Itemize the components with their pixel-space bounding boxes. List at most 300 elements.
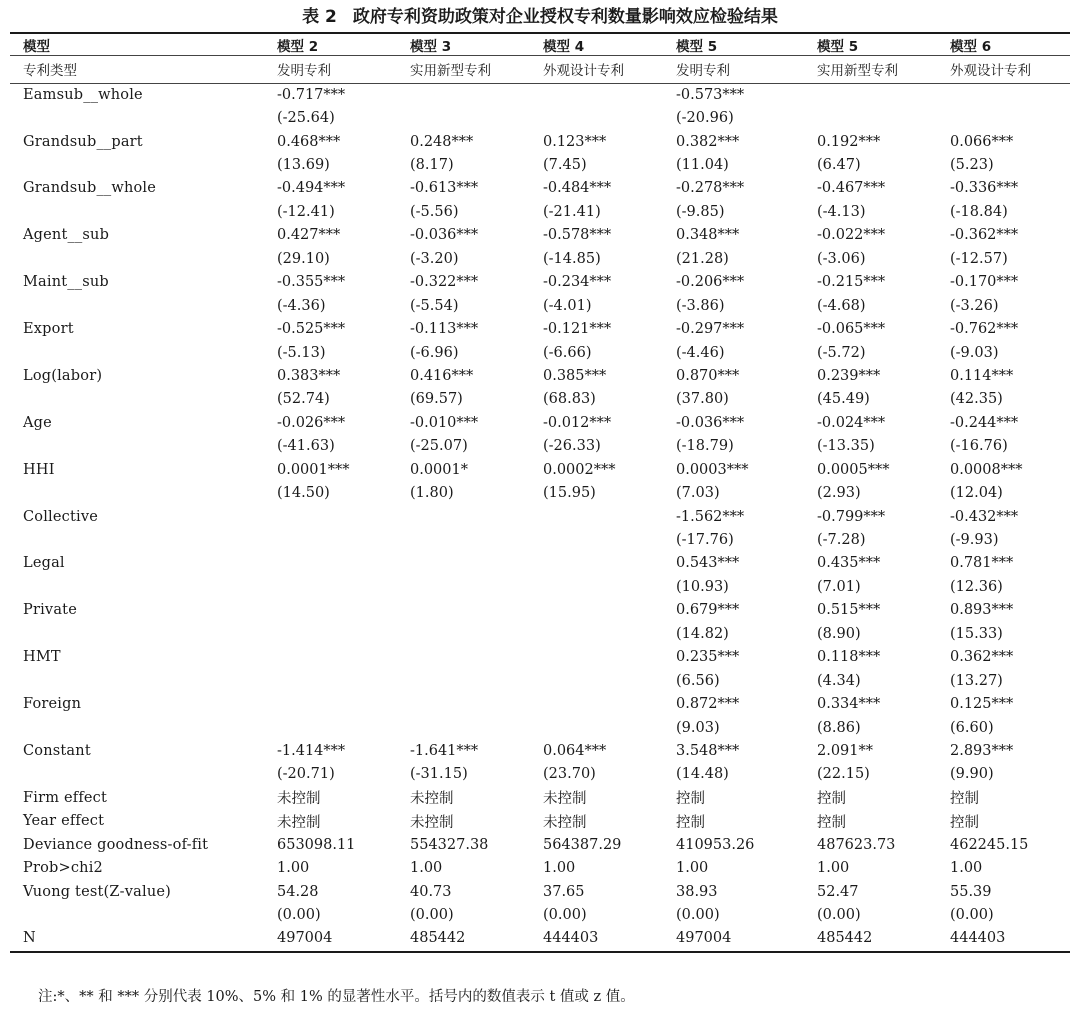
row-label xyxy=(10,903,264,926)
table-cell: (0.00) xyxy=(410,907,454,924)
table-cell: -0.762*** xyxy=(950,321,1019,338)
table-cell: (8.86) xyxy=(817,719,861,736)
table-row xyxy=(10,716,1070,739)
table-cell: (6.56) xyxy=(676,672,720,689)
table-cell: 控制 xyxy=(950,791,979,808)
table-cell: 37.65 xyxy=(543,883,585,900)
table-cell: 控制 xyxy=(676,791,705,808)
table-cell: 554327.38 xyxy=(410,836,489,853)
table-cell: 55.39 xyxy=(950,883,992,900)
row-label: HMT xyxy=(23,649,61,666)
table-cell xyxy=(530,575,663,598)
table-cell: 0.0002*** xyxy=(543,461,616,478)
table-cell: 未控制 xyxy=(543,814,587,831)
table-cell: 1.00 xyxy=(410,860,443,877)
table-cell: 2.893*** xyxy=(950,742,1014,759)
table-row xyxy=(10,177,1070,200)
table-cell: -0.717*** xyxy=(277,86,346,103)
model-header-label: 模型 xyxy=(23,38,50,55)
table-row xyxy=(10,763,1070,786)
table-cell: (0.00) xyxy=(950,907,994,924)
row-label: Export xyxy=(23,321,74,338)
model-header-cell: 模型 2 xyxy=(277,38,319,55)
table-cell: -0.432*** xyxy=(950,508,1019,525)
table-cell: (42.35) xyxy=(950,391,1003,408)
table-cell: (-5.56) xyxy=(410,203,459,220)
table-cell: 497004 xyxy=(277,930,333,947)
row-label: Prob>chi2 xyxy=(23,860,103,877)
table-cell: (29.10) xyxy=(277,250,330,267)
table-cell: -0.012*** xyxy=(543,414,612,431)
table-row xyxy=(10,505,1070,528)
table-cell: -1.414*** xyxy=(277,742,346,759)
table-row xyxy=(10,153,1070,176)
table-cell xyxy=(264,528,397,551)
table-row xyxy=(10,224,1070,247)
table-cell: (-6.66) xyxy=(543,344,592,361)
table-cell: (-14.85) xyxy=(543,250,601,267)
table-cell: 653098.11 xyxy=(277,836,356,853)
table-cell: 1.00 xyxy=(543,860,576,877)
table-cell: (-18.79) xyxy=(676,438,734,455)
table-cell: (12.04) xyxy=(950,485,1003,502)
table-cell: 0.348*** xyxy=(676,227,740,244)
table-cell: 38.93 xyxy=(676,883,718,900)
table-cell: 未控制 xyxy=(277,791,321,808)
table-cell: 0.383*** xyxy=(277,367,341,384)
table-cell: (11.04) xyxy=(676,157,729,174)
table-cell: (22.15) xyxy=(817,766,870,783)
table-cell: 462245.15 xyxy=(950,836,1029,853)
table-cell: (-3.26) xyxy=(950,297,999,314)
table-cell: -1.562*** xyxy=(676,508,745,525)
row-label xyxy=(10,247,264,270)
table-cell: (-3.20) xyxy=(410,250,459,267)
table-cell xyxy=(397,692,530,715)
row-label xyxy=(10,622,264,645)
table-cell: (-4.46) xyxy=(676,344,725,361)
table-cell xyxy=(530,552,663,575)
table-cell: (2.93) xyxy=(817,485,861,502)
table-row xyxy=(10,833,1070,856)
table-cell: (6.60) xyxy=(950,719,994,736)
table-cell: (-21.41) xyxy=(543,203,601,220)
table-cell xyxy=(804,106,937,129)
table-cell: 0.781*** xyxy=(950,555,1014,572)
table-cell: (-12.41) xyxy=(277,203,335,220)
patent-type-label: 专利类型 xyxy=(23,63,77,79)
row-label xyxy=(10,763,264,786)
table-cell: 0.064*** xyxy=(543,742,607,759)
table-cell: (7.01) xyxy=(817,578,861,595)
table-cell: 1.00 xyxy=(676,860,709,877)
table-cell: 444403 xyxy=(543,930,599,947)
table-cell: 0.0001* xyxy=(410,461,468,478)
table-cell: (-4.13) xyxy=(817,203,866,220)
model-header-cell: 模型 5 xyxy=(676,38,718,55)
table-cell: 487623.73 xyxy=(817,836,896,853)
table-cell: 444403 xyxy=(950,930,1006,947)
table-cell: (12.36) xyxy=(950,578,1003,595)
table-cell: (-25.64) xyxy=(277,110,335,127)
table-cell: -0.494*** xyxy=(277,180,346,197)
table-cell: -0.244*** xyxy=(950,414,1019,431)
table-cell: -0.484*** xyxy=(543,180,612,197)
table-cell: -0.525*** xyxy=(277,321,346,338)
table-cell xyxy=(397,552,530,575)
table-cell: 0.543*** xyxy=(676,555,740,572)
table-cell: 0.0003*** xyxy=(676,461,749,478)
row-label xyxy=(10,153,264,176)
table-cell: -0.036*** xyxy=(676,414,745,431)
table-cell: 控制 xyxy=(676,814,705,831)
table-cell: (68.83) xyxy=(543,391,596,408)
table-cell: -0.022*** xyxy=(817,227,886,244)
table-cell: 0.385*** xyxy=(543,367,607,384)
table-cell: -0.467*** xyxy=(817,180,886,197)
table-cell: (-31.15) xyxy=(410,766,468,783)
table-cell: 未控制 xyxy=(410,791,454,808)
table-cell: -0.322*** xyxy=(410,274,479,291)
table-cell: (-26.33) xyxy=(543,438,601,455)
row-label xyxy=(10,388,264,411)
row-label: Agent__sub xyxy=(23,227,110,244)
table-cell: -0.036*** xyxy=(410,227,479,244)
table-cell: (0.00) xyxy=(277,907,321,924)
table-cell: (-9.93) xyxy=(950,532,999,549)
table-row xyxy=(10,481,1070,504)
table-caption xyxy=(0,2,1080,27)
table-cell: -0.578*** xyxy=(543,227,612,244)
table-number: 表 2 xyxy=(302,7,337,27)
table-cell: (-20.71) xyxy=(277,766,335,783)
table-row xyxy=(10,880,1070,903)
table-cell: (8.17) xyxy=(410,157,454,174)
table-cell: 0.362*** xyxy=(950,649,1014,666)
table-cell: (-25.07) xyxy=(410,438,468,455)
table-title: 政府专利资助政策对企业授权专利数量影响效应检验结果 xyxy=(352,7,778,27)
table-note: 注:*、** 和 *** 分别代表 10%、5% 和 1% 的显著性水平。括号内的数值表示 t 值或 z 值。 xyxy=(38,989,635,1005)
table-cell: (0.00) xyxy=(676,907,720,924)
table-cell: -0.336*** xyxy=(950,180,1019,197)
row-label xyxy=(10,341,264,364)
model-header-cell: 模型 6 xyxy=(950,38,992,55)
table-cell: (-4.68) xyxy=(817,297,866,314)
table-cell: 0.416*** xyxy=(410,367,474,384)
table-cell xyxy=(530,646,663,669)
table-cell: -0.170*** xyxy=(950,274,1019,291)
table-row xyxy=(10,458,1070,481)
table-cell: (-18.84) xyxy=(950,203,1008,220)
table-cell: (21.28) xyxy=(676,250,729,267)
table-cell: (7.45) xyxy=(543,157,587,174)
table-row xyxy=(10,786,1070,809)
row-label xyxy=(10,294,264,317)
table-row xyxy=(10,528,1070,551)
table-row xyxy=(10,810,1070,833)
table-row xyxy=(10,903,1070,926)
table-cell: 485442 xyxy=(410,930,466,947)
table-cell: -0.613*** xyxy=(410,180,479,197)
table-cell: 1.00 xyxy=(277,860,310,877)
table-cell: -0.278*** xyxy=(676,180,745,197)
table-cell: 2.091** xyxy=(817,742,874,759)
table-cell xyxy=(530,692,663,715)
table-cell: (69.57) xyxy=(410,391,463,408)
table-cell: 0.123*** xyxy=(543,133,607,150)
table-cell xyxy=(530,716,663,739)
table-cell: (4.34) xyxy=(817,672,861,689)
table-cell: (1.80) xyxy=(410,485,454,502)
table-cell: (37.80) xyxy=(676,391,729,408)
row-label xyxy=(10,200,264,223)
model-header-row xyxy=(10,34,1070,55)
table-row xyxy=(10,669,1070,692)
table-cell: -0.113*** xyxy=(410,321,479,338)
model-header-cell: 模型 3 xyxy=(410,38,452,55)
table-row xyxy=(10,692,1070,715)
table-cell: 0.382*** xyxy=(676,133,740,150)
table-row xyxy=(10,83,1070,106)
table-cell: (8.90) xyxy=(817,625,861,642)
table-row xyxy=(10,200,1070,223)
results-table xyxy=(10,34,1070,950)
table-cell: 未控制 xyxy=(543,791,587,808)
patent-type-cell: 外观设计专利 xyxy=(543,63,624,79)
row-label: Collective xyxy=(23,508,99,525)
row-label: Vuong test(Z-value) xyxy=(23,883,171,900)
table-cell: (-41.63) xyxy=(277,438,335,455)
table-row xyxy=(10,106,1070,129)
table-cell xyxy=(530,622,663,645)
table-cell: 564387.29 xyxy=(543,836,622,853)
table-cell xyxy=(264,646,397,669)
table-row xyxy=(10,622,1070,645)
table-cell: 0.066*** xyxy=(950,133,1014,150)
table-cell xyxy=(264,622,397,645)
table-cell: (7.03) xyxy=(676,485,720,502)
row-label: Log(labor) xyxy=(23,367,103,384)
table-row xyxy=(10,341,1070,364)
table-body xyxy=(10,83,1070,950)
row-label: N xyxy=(23,930,36,947)
table-cell: 0.0008*** xyxy=(950,461,1023,478)
table-cell: 0.192*** xyxy=(817,133,881,150)
table-cell xyxy=(264,505,397,528)
model-header-cell: 模型 4 xyxy=(543,38,585,55)
table-cell: (-4.36) xyxy=(277,297,326,314)
table-row xyxy=(10,739,1070,762)
table-cell xyxy=(264,716,397,739)
table-cell: 未控制 xyxy=(277,814,321,831)
table-cell: 52.47 xyxy=(817,883,859,900)
table-row xyxy=(10,294,1070,317)
table-cell xyxy=(397,599,530,622)
table-cell xyxy=(530,83,663,106)
table-cell: 1.00 xyxy=(950,860,983,877)
row-label xyxy=(10,435,264,458)
table-cell: 0.0001*** xyxy=(277,461,350,478)
table-row xyxy=(10,435,1070,458)
table-cell: (-9.85) xyxy=(676,203,725,220)
table-cell xyxy=(397,575,530,598)
patent-type-cell: 实用新型专利 xyxy=(817,63,898,79)
table-cell xyxy=(397,106,530,129)
table-cell: (-20.96) xyxy=(676,110,734,127)
table-cell: -1.641*** xyxy=(410,742,479,759)
row-label xyxy=(10,481,264,504)
row-label: Grandsub__part xyxy=(23,133,143,150)
table-cell xyxy=(397,669,530,692)
table-cell: 0.427*** xyxy=(277,227,341,244)
table-cell: -0.355*** xyxy=(277,274,346,291)
table-cell: -0.206*** xyxy=(676,274,745,291)
table-cell xyxy=(937,106,1070,129)
table-cell: (-5.54) xyxy=(410,297,459,314)
row-label: Deviance goodness-of-fit xyxy=(23,836,209,853)
table-cell xyxy=(397,622,530,645)
table-cell: -0.215*** xyxy=(817,274,886,291)
table-cell: 0.114*** xyxy=(950,367,1014,384)
table-cell: (9.90) xyxy=(950,766,994,783)
table-cell: 0.679*** xyxy=(676,602,740,619)
table-cell: (-9.03) xyxy=(950,344,999,361)
table-cell: -0.010*** xyxy=(410,414,479,431)
table-cell: -0.234*** xyxy=(543,274,612,291)
table-row xyxy=(10,927,1070,950)
table-cell: 0.235*** xyxy=(676,649,740,666)
table-cell: 0.893*** xyxy=(950,602,1014,619)
table-cell: (-3.86) xyxy=(676,297,725,314)
patent-type-cell: 发明专利 xyxy=(277,63,331,79)
table-cell xyxy=(397,528,530,551)
table-cell: 3.548*** xyxy=(676,742,740,759)
table-cell: (-12.57) xyxy=(950,250,1008,267)
table-cell: 54.28 xyxy=(277,883,319,900)
table-row xyxy=(10,599,1070,622)
table-cell: -0.799*** xyxy=(817,508,886,525)
table-cell: -0.121*** xyxy=(543,321,612,338)
table-cell: (14.48) xyxy=(676,766,729,783)
table-cell: 控制 xyxy=(950,814,979,831)
table-cell: 未控制 xyxy=(410,814,454,831)
table-cell: 0.468*** xyxy=(277,133,341,150)
table-cell: (6.47) xyxy=(817,157,861,174)
patent-type-cell: 发明专利 xyxy=(676,63,730,79)
table-cell: 0.118*** xyxy=(817,649,881,666)
table-row xyxy=(10,271,1070,294)
table-cell: (-17.76) xyxy=(676,532,734,549)
table-cell: (-6.96) xyxy=(410,344,459,361)
table-row xyxy=(10,247,1070,270)
table-cell: (23.70) xyxy=(543,766,596,783)
table-cell: (9.03) xyxy=(676,719,720,736)
patent-type-cell: 外观设计专利 xyxy=(950,63,1031,79)
table-cell: 485442 xyxy=(817,930,873,947)
table-cell: -0.026*** xyxy=(277,414,346,431)
table-cell: 0.515*** xyxy=(817,602,881,619)
table-row xyxy=(10,388,1070,411)
table-cell: -0.362*** xyxy=(950,227,1019,244)
table-cell: (14.82) xyxy=(676,625,729,642)
row-label: Year effect xyxy=(23,813,105,830)
table-cell xyxy=(530,669,663,692)
table-cell: (13.27) xyxy=(950,672,1003,689)
table-cell: (14.50) xyxy=(277,485,330,502)
table-cell: 0.872*** xyxy=(676,696,740,713)
table-cell xyxy=(264,692,397,715)
table-cell xyxy=(264,599,397,622)
table-cell xyxy=(530,505,663,528)
table-cell xyxy=(397,83,530,106)
table-row xyxy=(10,646,1070,669)
table-cell: (45.49) xyxy=(817,391,870,408)
row-label: Private xyxy=(23,602,77,619)
row-label xyxy=(10,716,264,739)
table-cell: 497004 xyxy=(676,930,732,947)
table-row xyxy=(10,575,1070,598)
table-cell: (-5.72) xyxy=(817,344,866,361)
row-label xyxy=(10,106,264,129)
table-cell: -0.297*** xyxy=(676,321,745,338)
table-cell xyxy=(530,106,663,129)
table-row xyxy=(10,317,1070,340)
table-cell: 0.870*** xyxy=(676,367,740,384)
table-cell: 0.239*** xyxy=(817,367,881,384)
row-label xyxy=(10,528,264,551)
table-cell: 0.334*** xyxy=(817,696,881,713)
table-row xyxy=(10,856,1070,879)
table-cell: (52.74) xyxy=(277,391,330,408)
table-cell xyxy=(264,575,397,598)
table-cell: -0.065*** xyxy=(817,321,886,338)
table-cell: 0.248*** xyxy=(410,133,474,150)
row-label: Constant xyxy=(23,742,91,759)
table-cell: 0.125*** xyxy=(950,696,1014,713)
row-label: Age xyxy=(23,414,52,431)
table-cell: 40.73 xyxy=(410,883,452,900)
table-cell: (13.69) xyxy=(277,157,330,174)
table-cell: (0.00) xyxy=(817,907,861,924)
table-cell: -0.024*** xyxy=(817,414,886,431)
patent-type-cell: 实用新型专利 xyxy=(410,63,491,79)
table-row xyxy=(10,411,1070,434)
row-label: Foreign xyxy=(23,696,82,713)
table-cell: (-13.35) xyxy=(817,438,875,455)
table-cell: 控制 xyxy=(817,791,846,808)
row-label xyxy=(10,669,264,692)
table-cell xyxy=(530,599,663,622)
row-label: Legal xyxy=(23,555,65,572)
model-header-cell: 模型 5 xyxy=(817,38,859,55)
table-cell: (5.23) xyxy=(950,157,994,174)
table-cell: 410953.26 xyxy=(676,836,755,853)
table-cell xyxy=(397,646,530,669)
table-cell: 1.00 xyxy=(817,860,850,877)
table-cell: (-7.28) xyxy=(817,532,866,549)
table-cell: 控制 xyxy=(817,814,846,831)
table-cell: (15.33) xyxy=(950,625,1003,642)
row-label xyxy=(10,575,264,598)
table-row xyxy=(10,130,1070,153)
table-cell xyxy=(397,505,530,528)
row-label: Maint__sub xyxy=(23,274,109,291)
table-cell: (15.95) xyxy=(543,485,596,502)
table-cell xyxy=(264,669,397,692)
table-cell: (-3.06) xyxy=(817,250,866,267)
table-cell xyxy=(397,716,530,739)
table-cell: 0.0005*** xyxy=(817,461,890,478)
